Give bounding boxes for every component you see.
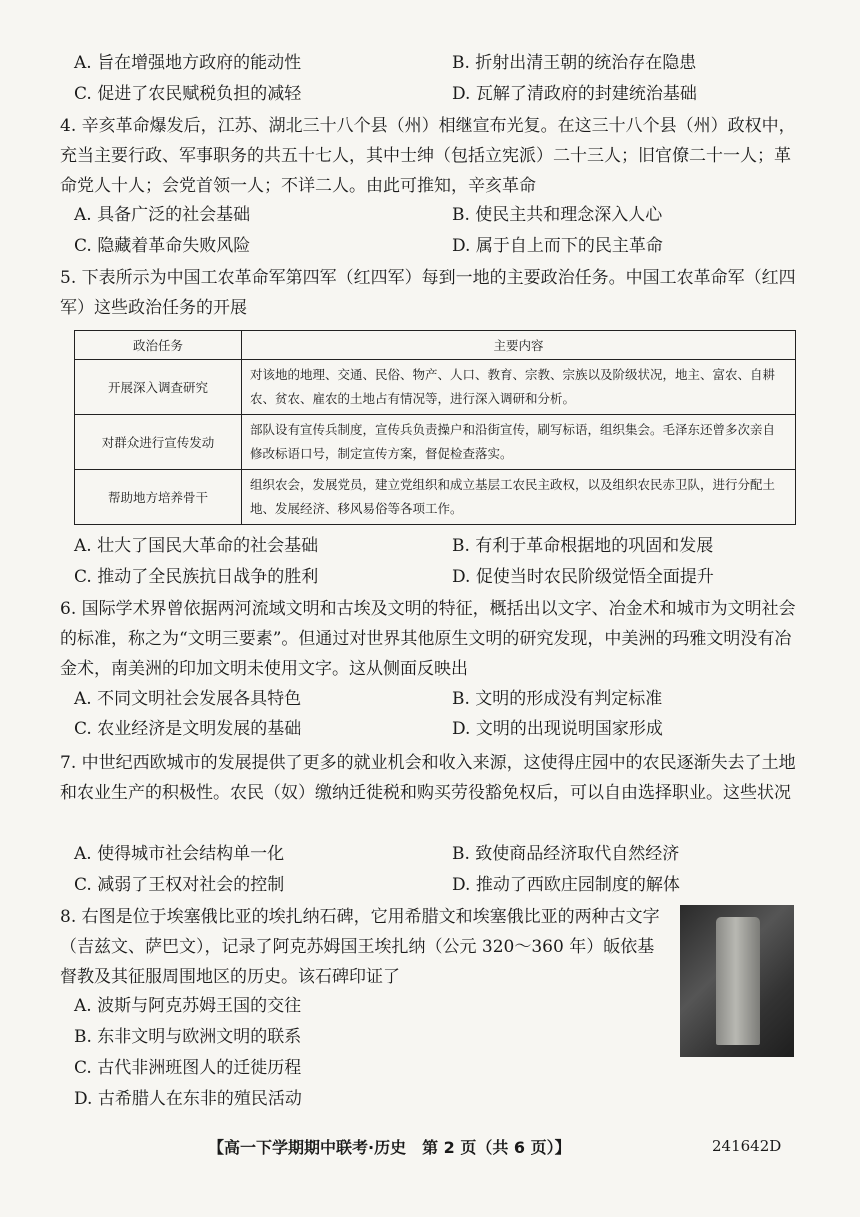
q3-option-c: C. 促进了农民赋税负担的减轻 <box>74 84 302 104</box>
page-footer: 【高一下学期期中联考·历史 第 2 页（共 6 页）】 <box>208 1138 571 1157</box>
q7-option-b: B. 致使商品经济取代自然经济 <box>452 844 680 864</box>
stele-photo <box>680 905 794 1057</box>
stone-shape <box>716 917 760 1045</box>
q8-stem: 8. 右图是位于埃塞俄比亚的埃扎纳石碑，它用希腊文和埃塞俄比亚的两种古文字（吉兹文、萨巴文），记录了阿克苏姆国王埃扎纳（公元 320～360 年）皈依基督教及其征服周围地区的历史。该石碑印证了 <box>60 907 660 987</box>
q6-option-b: B. 文明的形成没有判定标准 <box>452 689 663 709</box>
table-row <box>75 415 796 470</box>
q5-option-c: C. 推动了全民族抗日战争的胜利 <box>74 567 319 587</box>
q8-option-c: C. 古代非洲班图人的迁徙历程 <box>74 1058 302 1078</box>
q6-option-c: C. 农业经济是文明发展的基础 <box>74 719 302 739</box>
table-header-row <box>75 331 796 360</box>
q5-stem: 5. 下表所示为中国工农革命军第四军（红四军）每到一地的主要政治任务。中国工农革命军（红四军）这些政治任务的开展 <box>60 268 796 318</box>
q6-option-d: D. 文明的出现说明国家形成 <box>452 719 663 739</box>
q7-option-c: C. 减弱了王权对社会的控制 <box>74 875 285 895</box>
q7-option-d: D. 推动了西欧庄园制度的解体 <box>452 875 680 895</box>
q5-option-d: D. 促使当时农民阶级觉悟全面提升 <box>452 567 714 587</box>
political-tasks-table <box>74 330 796 525</box>
q3-option-a: A. 旨在增强地方政府的能动性 <box>74 53 302 73</box>
q6-option-a: A. 不同文明社会发展各具特色 <box>74 689 302 709</box>
q5-option-b: B. 有利于革命根据地的巩固和发展 <box>452 536 714 556</box>
q3-option-b: B. 折射出清王朝的统治存在隐患 <box>452 53 697 73</box>
task-cell: 对群众进行宣传发动 <box>75 415 242 470</box>
q4-stem: 4. 辛亥革命爆发后，江苏、湖北三十八个县（州）相继宣布光复。在这三十八个县（州）政权中，充当主要行政、军事职务的共五十七人，其中士绅（包括立宪派）二十三人；旧官僚二十一人；革命党人十人；会党首领一人；不详二人。由此可推知，辛亥革命 <box>60 116 796 196</box>
task-cell: 开展深入调查研究 <box>75 360 242 415</box>
q4-option-a: A. 具备广泛的社会基础 <box>74 205 251 225</box>
q7-option-a: A. 使得城市社会结构单一化 <box>74 844 285 864</box>
task-cell: 帮助地方培养骨干 <box>75 470 242 525</box>
q3-option-d: D. 瓦解了清政府的封建统治基础 <box>452 84 697 104</box>
q8-option-a: A. 波斯与阿克苏姆王国的交往 <box>74 996 302 1016</box>
content-cell: 部队设有宣传兵制度，宣传兵负责操户和沿街宣传，刷写标语，组织集会。毛泽东还曾多次亲自修改标语口号，制定宣传方案，督促检查落实。 <box>242 415 796 470</box>
header-task: 政治任务 <box>75 331 242 360</box>
table-row <box>75 360 796 415</box>
header-content: 主要内容 <box>242 331 796 360</box>
q6-stem: 6. 国际学术界曾依据两河流域文明和古埃及文明的特征，概括出以文字、冶金术和城市为文明社会的标准，称之为“文明三要素”。但通过对世界其他原生文明的研究发现，中美洲的玛雅文明没有冶金术，南美洲的印加文明未使用文字。这从侧面反映出 <box>60 599 796 679</box>
exam-code: 241642D <box>712 1137 782 1155</box>
q5-option-a: A. 壮大了国民大革命的社会基础 <box>74 536 319 556</box>
content-cell: 对该地的地理、交通、民俗、物产、人口、教育、宗教、宗族以及阶级状况，地主、富农、自耕农、贫农、雇农的土地占有情况等，进行深入调研和分析。 <box>242 360 796 415</box>
q4-option-d: D. 属于自上而下的民主革命 <box>452 236 663 256</box>
q4-option-b: B. 使民主共和理念深入人心 <box>452 205 663 225</box>
content-cell: 组织农会，发展党员，建立党组织和成立基层工农民主政权，以及组织农民赤卫队，进行分配土地、发展经济、移风易俗等各项工作。 <box>242 470 796 525</box>
q7-stem: 7. 中世纪西欧城市的发展提供了更多的就业机会和收入来源，这使得庄园中的农民逐渐失去了土地和农业生产的积极性。农民（奴）缴纳迁徙税和购买劳役豁免权后，可以自由选择职业。这些状况 <box>60 753 796 803</box>
table-row <box>75 470 796 525</box>
q8-option-b: B. 东非文明与欧洲文明的联系 <box>74 1027 302 1047</box>
q8-option-d: D. 古希腊人在东非的殖民活动 <box>74 1089 302 1109</box>
q4-option-c: C. 隐藏着革命失败风险 <box>74 236 251 256</box>
